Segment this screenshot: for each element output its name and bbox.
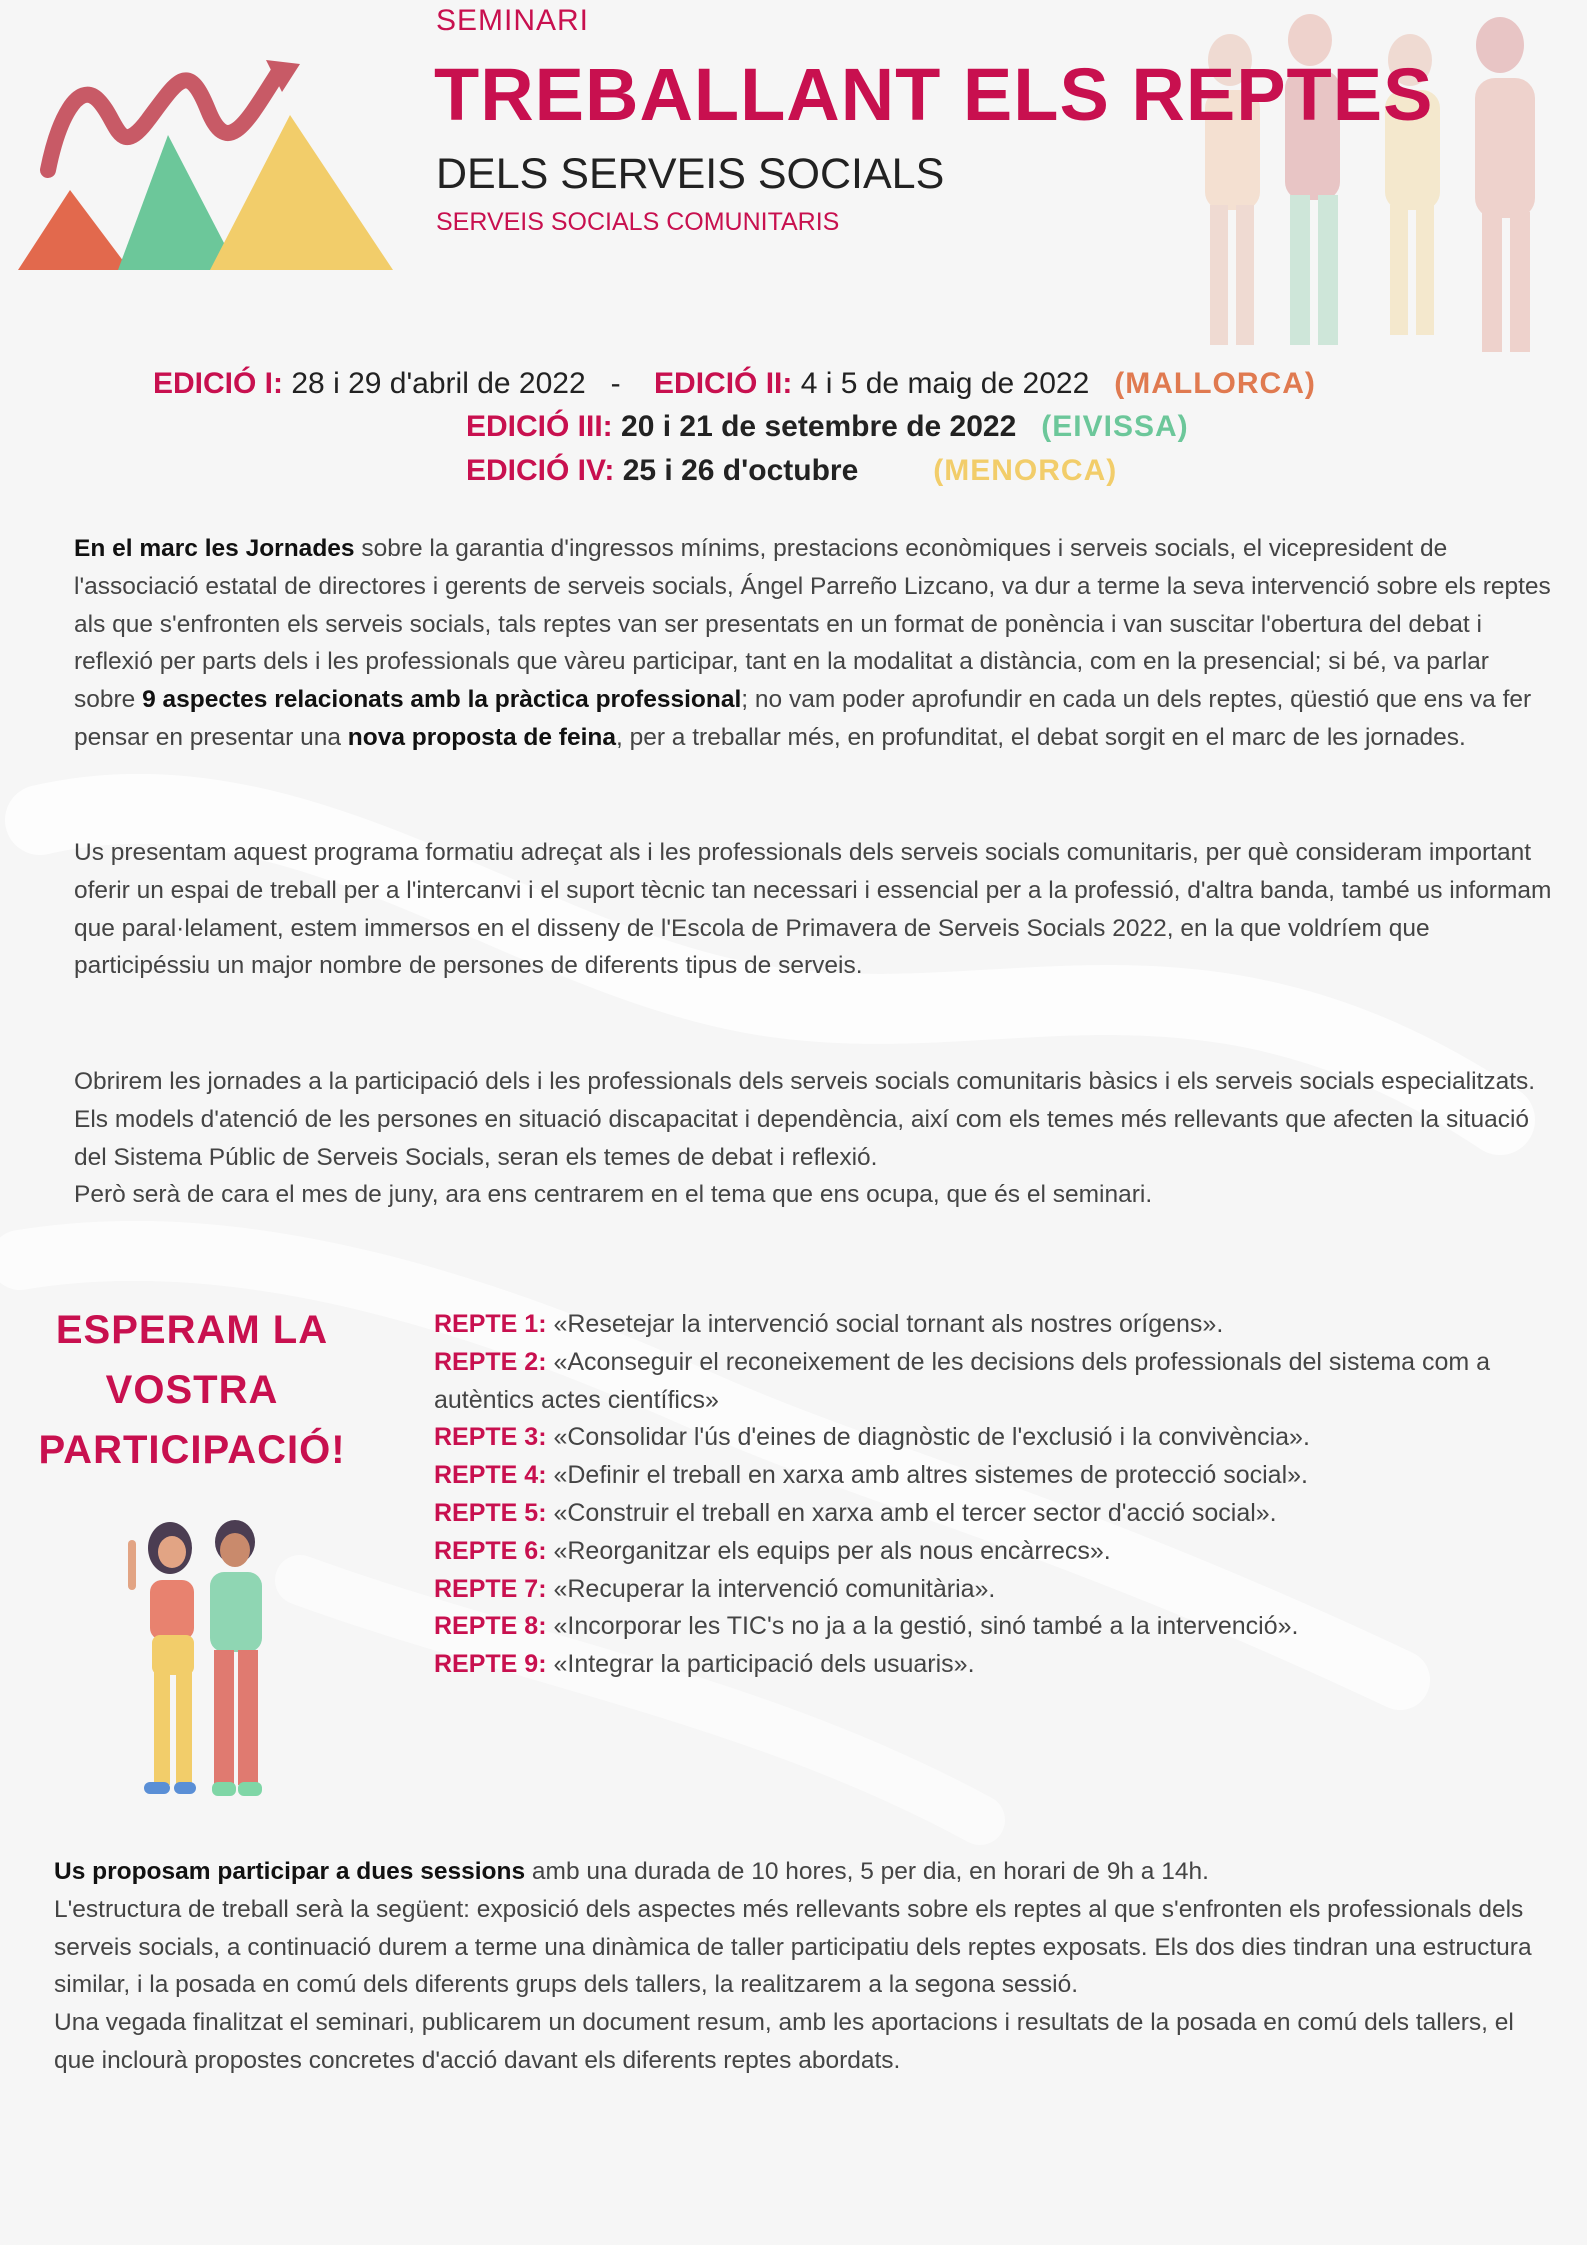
edition-1-date: 28 i 29 d'abril de 2022: [291, 367, 586, 400]
edition-3-location: (EIVISSA): [1041, 410, 1189, 443]
edition-1-label: EDICIÓ I:: [153, 367, 284, 400]
intro-bold-3: nova proposta de feina: [347, 723, 616, 751]
repte-label: REPTE 3:: [434, 1423, 547, 1452]
intro-paragraph-1: [74, 530, 1554, 757]
repte-text: «Construir el treball en xarxa amb el tercer sector d'acció social».: [546, 1498, 1277, 1527]
reptes-list: [434, 1306, 1564, 1684]
page-subtitle: DELS SERVEIS SOCIALS: [436, 150, 945, 198]
intro-paragraph-3b: Però serà de cara el mes de juny, ara ens centrarem en el tema que ens ocupa, que és el seminari.: [74, 1181, 1153, 1209]
repte-text: «Definir el treball en xarxa amb altres sistemes de protecció social».: [546, 1461, 1308, 1490]
callout-line-1: ESPERAM LA: [55, 1308, 329, 1352]
edition-4-label: EDICIÓ IV:: [466, 454, 615, 487]
edition-4-date: 25 i 26 d'octubre: [622, 454, 859, 487]
participation-callout: [22, 1300, 362, 1480]
closing-text-1: amb una durada de 10 hores, 5 per dia, en horari de 9h a 14h.: [525, 1858, 1209, 1885]
repte-text: «Consolidar l'ús d'eines de diagnòstic de l'exclusió i la convivència».: [546, 1423, 1310, 1452]
callout-line-3: PARTICIPACIÓ!: [38, 1428, 346, 1472]
repte-label: REPTE 8:: [434, 1612, 547, 1641]
page-subtitle-secondary: SERVEIS SOCIALS COMUNITARIS: [436, 208, 840, 236]
intro-paragraph-3a: Obrirem les jornades a la participació dels i les professionals dels serveis socials comunitaris bàsics i els serveis socials especialitzats. Els models d'atenció de les persones en situació discapacitat i dependència, així com els temes més rellevants que afecten la situació del Sistema Públic de Serveis Socials, seran els temes de debat i reflexió.: [74, 1068, 1536, 1171]
seminar-kicker: SEMINARI: [436, 4, 590, 37]
editions-line-3: [466, 454, 1117, 488]
repte-text: «Aconseguir el reconeixement de les decisions dels professionals del sistema com a autèntics actes científics»: [434, 1347, 1491, 1414]
closing-text-3: Una vegada finalitzat el seminari, publicarem un document resum, amb les aportacions i resultats de la posada en comú dels tallers, el que inclourà propostes concretes d'acció davant els diferents reptes abordats.: [54, 2009, 1514, 2074]
intro-paragraph-3: [74, 1063, 1554, 1214]
intro-text-1: sobre la garantia d'ingressos mínims, prestacions econòmiques i serveis socials, el vicepresident de l'associació estatal de directores i gerents de serveis socials, Ángel Parreño Lizcano, va dur a terme la seva intervenció sobre els reptes als que s'enfronten els serveis socials, tals reptes van ser presentats en un format de ponència i van suscitar l'obertura del debat i reflexió per parts dels i les professionals que vàreu participar, tant en la modalitat a distància, com en la presencial; si bé, va parlar sobre: [74, 535, 1551, 714]
list-item: [434, 1646, 1564, 1684]
closing-paragraph: [54, 1853, 1554, 2080]
intro-text-3: , per a treballar més, en profunditat, el debat sorgit en el marc de les jornades.: [615, 723, 1466, 751]
edition-2-label: EDICIÓ II:: [654, 367, 793, 400]
intro-paragraph-2: Us presentam aquest programa formatiu adreçat als i les professionals dels serveis socials comunitaris, per què consideram important oferir un espai de treball per a l'intercanvi i el suport tècnic tan necessari i essencial per a la professió, d'altra banda, també us informam que paral·lelament, estem immersos en el disseny de l'Escola de Primavera de Serveis Socials 2022, en la que voldríem que participéssiu un major nombre de persones de diferents tipus de serveis.: [74, 839, 1552, 980]
list-item: [434, 1344, 1564, 1420]
list-item: [434, 1306, 1564, 1344]
list-item: [434, 1571, 1564, 1609]
list-item: [434, 1533, 1564, 1571]
edition-3-date: 20 i 21 de setembre de 2022: [621, 410, 1017, 443]
repte-label: REPTE 2:: [434, 1347, 547, 1376]
repte-text: «Resetejar la intervenció social tornant als nostres orígens».: [546, 1310, 1224, 1338]
list-item: [434, 1457, 1564, 1495]
repte-text: «Recuperar la intervenció comunitària».: [546, 1574, 996, 1603]
list-item: [434, 1608, 1564, 1646]
edition-4-location: (MENORCA): [933, 454, 1118, 487]
edition-separator: -: [610, 367, 621, 400]
mountains-arrow-logo-icon: [18, 60, 398, 280]
repte-label: REPTE 9:: [434, 1650, 547, 1679]
edition-2-location: (MALLORCA): [1114, 367, 1316, 400]
list-item: [434, 1419, 1564, 1457]
list-item: [434, 1495, 1564, 1533]
repte-text: «Reorganitzar els equips per als nous encàrrecs».: [546, 1536, 1111, 1565]
intro-bold-1: En el marc les Jornades: [74, 535, 355, 562]
intro-bold-2: 9 aspectes relacionats amb la pràctica professional: [142, 686, 742, 714]
intro-text-2: ; no vam poder aprofundir en cada un dels reptes, qüestió que ens va fer pensar en presentar una: [74, 686, 1532, 751]
repte-label: REPTE 5:: [434, 1498, 547, 1527]
callout-line-2: VOSTRA: [105, 1368, 279, 1412]
editions-line-1: [153, 367, 1316, 401]
closing-text-2: L'estructura de treball serà la següent: exposició dels aspectes més rellevants sobre els reptes al que s'enfronten els professionals dels serveis socials, a continuació durem a terme una dinàmica de taller participatiu dels reptes exposats. Els dos dies tindran una estructura similar, i la posada en comú dels diferents grups dels tallers, la realitzarem a la segona sessió.: [54, 1895, 1532, 1999]
editions-line-2: [466, 410, 1189, 444]
couple-illustration-icon: [100, 1510, 300, 1810]
repte-label: REPTE 6:: [434, 1536, 547, 1565]
repte-label: REPTE 7:: [434, 1574, 547, 1603]
edition-2-date: 4 i 5 de maig de 2022: [800, 367, 1090, 400]
page-title: TREBALLANT ELS REPTES: [434, 53, 1434, 136]
repte-text: «Incorporar les TIC's no ja a la gestió, sinó també a la intervenció».: [546, 1612, 1299, 1641]
repte-label: REPTE 4:: [434, 1461, 547, 1490]
repte-label: REPTE 1:: [434, 1310, 547, 1338]
edition-3-label: EDICIÓ III:: [466, 410, 613, 443]
closing-bold: Us proposam participar a dues sessions: [54, 1858, 526, 1885]
repte-text: «Integrar la participació dels usuaris».: [546, 1650, 975, 1679]
